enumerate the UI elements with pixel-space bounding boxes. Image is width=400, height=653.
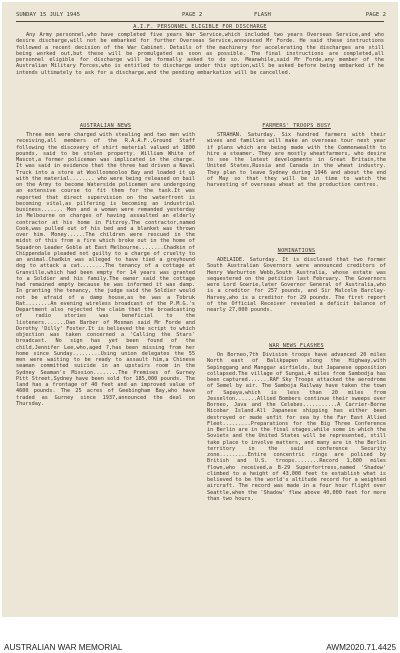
newsletter-header <box>16 12 386 19</box>
right-section2-headline: NOMINATIONS <box>277 248 316 254</box>
right-section3-article: On Borneo,7th Division troops have advanced 20 miles North east of Balikpapen along the Highway,with Sepinggang and Manggar airfields, but Japanese opposition collapsed.The village of Sungai,4 miles from Sambodja has been captured.......RAF Sky Troops attacked the aerodrome of Semel by air. The Samboja Railway have taken the town of Sapaya,which is less than 20 miles from Jesselton.......Allied Bombers continue their sweeps over Borneo, Java and the Celebes...........A Carrier-Borne Nicobar Island.All Japanese shipping has either been destroyed or made unfit for sea by the Far East Allied Fleet.........Preparations for the Big Three Conference in Berlin are in the final stages,while some in which the Soviets and the United States will be represented, still take place to involve matters, and many are in the Berlin territory in the said conference Security zone.........Entire concentric rings are policed by British and U.S. troops........Record 1,600 miles flown,who received,a B-29 Superfortress,named 'Shadow' climbed to a height of 43,000 feet to establish what is believed to be the world's altitude record for a weighted aircraft. The record was made in a four hour flight over Seattle,when the 'Shadow' flew above 40,000 feet for more than two hours. <box>207 352 386 502</box>
lead-headline: A.I.F. PERSONNEL ELIGIBLE FOR DISCHARGE <box>133 24 267 30</box>
sheet-number: PAGE 2 <box>365 12 386 18</box>
lead-article: Any Army personnel,who have completed five years War Service,which included two years Overseas Service,and who desire discharge,will not be embarked for further Overseas Service,announced Mr Forde. He said these instructions followed a recent decision of the War Cabinet. Details of the machinery for accelerating the discharges are still being worked out,but these will be promulgated as soon as possible. The final instructions are completed,all personnel eligible for discharge will be formally asked to do so. Meanwhile,said Mr Forde,any member of the Australian Military Forces,who is entitled to discharge under this option,will be asked before being embarked if he intends ultimately to ask for a discharge,and the pending embarkation will be cancelled. <box>16 32 384 76</box>
archive-footer <box>0 617 400 653</box>
flash-label: FLASH <box>254 12 271 18</box>
page-label: PAGE 2 <box>182 12 203 18</box>
issue-date: SUNDAY 15 JULY 1945 <box>16 12 80 18</box>
right-section1-headline: FARMERS' TROOPS BUSY <box>262 123 331 129</box>
right-section2-article: ADELAIDE. Saturday. It is disclosed that two former South Australian Governors were announced creditors of Henry Warburton Webb,South Australia, whose estate was sequestered on the petition last February. The Governors were Lord Gowrie,later Governor General of Australia,who is a creditor for 257 pounds, and Sir Malcolm Barclay-Harvey,who is a creditor for 29 pounds. The first report of the Official Receiver revealed a deficit balance of nearly 27,000 pounds. <box>207 257 386 313</box>
left-column-headline: AUSTRALIAN NEWS <box>79 123 132 129</box>
header-rule <box>16 21 384 22</box>
right-section1-article: STRAHAN. Saturday. Six hundred farmers with their wives and families will make an overseas tour next year if plans which are being made with the Commonwealth to hire a steamer. They are mostly wheatfarmers, who desire to see the latest developments in Great Britain,the United States,Russia and Canada in the wheat industry. They plan to leave Sydney during 1946 and about the end of May so that they will be in time to watch the harvesting of overseas wheat at the production centres. <box>207 132 386 188</box>
left-column-article: Three men were charged with stealing and two men with receiving,all members of the R.A.A.F.,Ground Staff following the discovery of shirt material valued at 1800 pounds, said to be stolen property. William White of Mascot,a former policeman was implicated in the charge. It was said in evidence that the three had driven a Naval Truck into a store at Woolloomooloo Bay and loaded it up with the material........ who were being released on bail on the Army to become Waterside policemen are undergoing an extensive course to fit them for the task.It was reported that direct supervision on the waterfront is becoming vital,as pilfering is becoming an industrial business....... Men and a woman were remanded yesterday in Melbourne on charges of having assaulted an elderly contractor at his home in Fitzroy.The contractor,named Cook,was pulled out of his bed and a blanket was thrown over him. Money......The children were rescued in the midst of this from a fire which broke out in the home of Squadron Leader Goble at East Melbourne........Chadkin of Chippendale pleaded not guilty to a charge of cruelty to an animal.Chadkin was alleged to have tied a greyhound dog to attack a cat........The tenancy of a cottage at Granville,which had been empty for 14 years was granted to a Soldier and his family.The owner said the cottage had remained empty because he was informed it was damp. In granting the tenancy, the judge said the Soldier would not be afraid of a damp house,as he was a Tobruk Rat........An evening wireless broadcast of the P.M.G.'s Department also rejected the claim that the broadcasting of radio stories was beneficial to the listeners.......Dan Barber of Mosman said Mr Forde and Dorothy 'Dilly' Foster.It is believed the script to which objection was taken concerned a 'Calling the Stars' broadcast. No sign has yet been found of the child,Jennifer Lee,who,aged 7,has been missing from her home since Sunday.........Using union delegates the 55 men were waiting to be ready to assault him,a Chinese seaman committed suicide in an upstairs room in the Sydney Seaman's Mission........The Premises of Gurney Pitt Street,Sydney have been sold for 185,000 pounds. The land has a frontage of 40 feet and an improved value of 4600 pounds. The 25 acres of Geebingham Bay,who have traded as Gurney since 1937,announced the deal on Thursday. <box>16 132 195 407</box>
right-section3-headline: WAR NEWS FLASHES <box>269 343 324 349</box>
accession-number: AWM2020.71.4425 <box>326 643 396 652</box>
newsletter-sheet <box>2 2 398 617</box>
archive-source: AUSTRALIAN WAR MEMORIAL <box>4 643 123 652</box>
